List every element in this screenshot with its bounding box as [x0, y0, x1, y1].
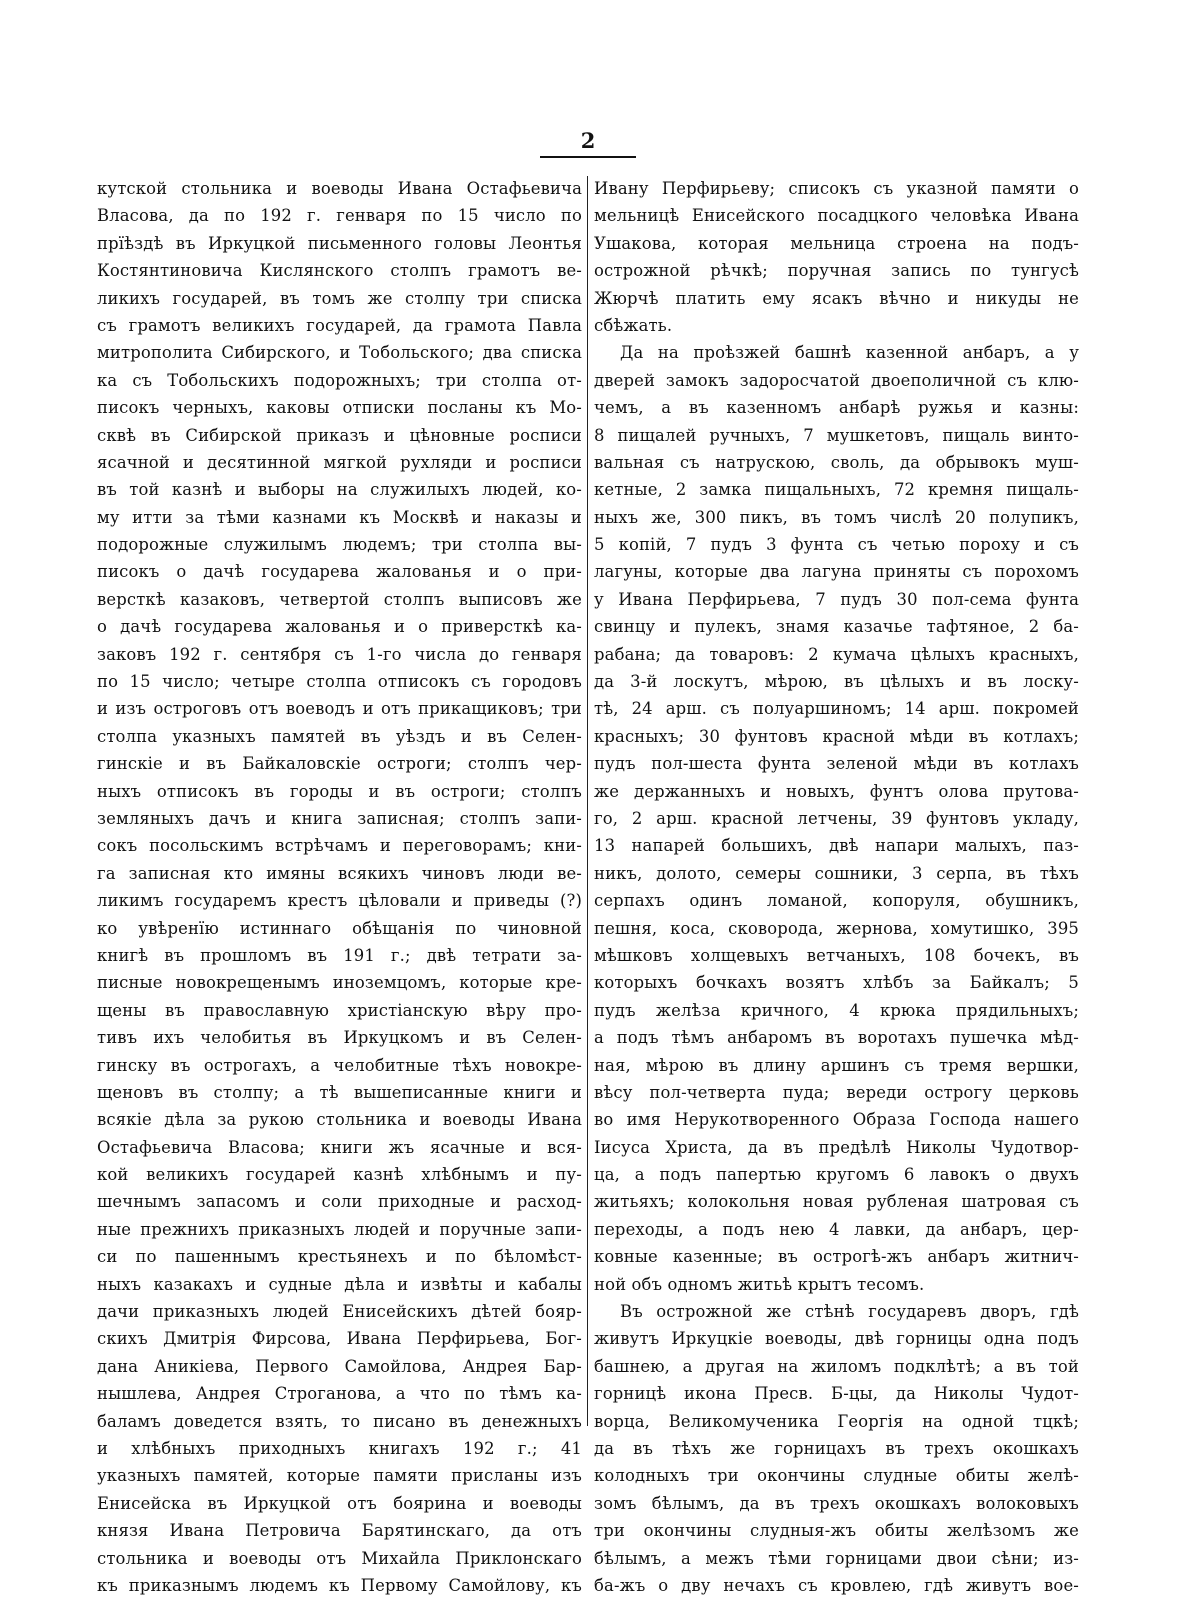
text-line: ной объ одномъ житьѣ крытъ тесомъ.: [594, 1274, 925, 1294]
text-line: ца, а подъ папертью кругомъ 6 лавокъ о двухъ: [594, 1165, 1079, 1185]
text-line: и хлѣбныхъ приходныхъ книгахъ 192 г.; 41: [97, 1438, 582, 1458]
text-line: три окончины слудныя-жъ обиты желѣзомъ же: [594, 1521, 1079, 1541]
text-line: ликихъ государей, въ томъ же столпу три списка: [97, 288, 582, 308]
text-line: ныхъ отписокъ въ городы и въ остроги; столпъ: [97, 781, 582, 801]
text-line: по 15 число; четыре столпа отписокъ съ городовъ: [97, 672, 582, 692]
text-line: шечнымъ запасомъ и соли приходные и расход-: [97, 1192, 582, 1212]
text-line: башнею, а другая на жиломъ подклѣтѣ; а въ той: [594, 1356, 1079, 1376]
text-line: же держанныхъ и новыхъ, фунтъ олова прутова-: [594, 781, 1079, 801]
text-line: Іисуса Христа, да въ предѣлѣ Николы Чудотвор-: [594, 1137, 1079, 1157]
text-line: въ той казнѣ и выборы на служилыхъ людей, ко-: [97, 480, 582, 500]
text-line: ясачной и десятинной мягкой рухляди и росписи: [97, 452, 582, 472]
text-line: мельницѣ Енисейского посадцкого человѣка Ивана: [594, 206, 1079, 226]
text-line: зомъ бѣлымъ, да въ трехъ окошкахъ волоковыхъ: [594, 1493, 1079, 1513]
text-line: дана Аникіева, Первого Самойлова, Андрея Бар-: [97, 1356, 582, 1376]
text-line: тѣ, 24 арш. съ полуаршиномъ; 14 арш. покромей: [594, 699, 1079, 719]
text-line: Енисейска въ Иркуцкой отъ боярина и воеводы: [97, 1493, 582, 1513]
text-line: Костянтиновича Кислянского столпъ грамотъ ве-: [97, 261, 582, 281]
text-line: Ивану Перфирьеву; списокъ съ указной памяти о: [594, 179, 1079, 198]
text-line: ковные казенные; въ острогѣ-жъ анбаръ житнич-: [594, 1247, 1079, 1267]
text-line: баламъ доведется взять, то писано въ денежныхъ: [97, 1411, 582, 1431]
text-line: а подъ тѣмъ анбаромъ въ воротахъ пушечка мѣд-: [594, 1028, 1079, 1048]
text-line: го, 2 арш. красной летчены, 39 фунтовъ укладу,: [594, 808, 1079, 828]
text-line: Остафьевича Власова; книги жъ ясачные и вся-: [97, 1137, 582, 1157]
text-line: сбѣжать.: [594, 315, 673, 335]
text-line: ворца, Великомученика Георгія на одной тцкѣ;: [594, 1411, 1079, 1431]
text-line: 13 напарей большихъ, двѣ напари малыхъ, паз-: [594, 836, 1079, 856]
text-line: житьяхъ; колокольня новая рубленая шатровая съ: [594, 1192, 1079, 1212]
text-line: писокъ черныхъ, каковы отписки посланы къ Мо-: [97, 398, 582, 418]
text-line: гинскіе и въ Байкаловскіе остроги; столпъ чер-: [97, 754, 582, 774]
text-line: никъ, долото, семеры сошники, 3 серпа, въ тѣхъ: [594, 863, 1079, 883]
text-line: лагуны, которые два лагуна приняты съ порохомъ: [594, 562, 1079, 582]
text-line: ная, мѣрою въ длину аршинъ съ тремя вершки,: [594, 1055, 1079, 1075]
text-line: ко увѣренїю истиннаго обѣщанія по чиновной: [97, 918, 582, 938]
text-line: си по пашеннымъ крестьянехъ и по бѣломѣст-: [97, 1247, 582, 1267]
text-line: Да на проѣзжей башнѣ казенной анбаръ, а у: [620, 343, 1079, 363]
text-line: книгѣ въ прошломъ въ 191 г.; двѣ тетрати за-: [97, 945, 582, 965]
text-line: горницѣ икона Пресв. Б-цы, да Николы Чудот-: [594, 1384, 1079, 1404]
text-line: подорожные служилымъ людемъ; три столпа вы-: [97, 535, 582, 555]
text-line: му итти за тѣми казнами къ Москвѣ и наказы и: [97, 507, 582, 527]
text-line: тивъ ихъ челобитья въ Иркуцкомъ и въ Селен-: [97, 1028, 582, 1048]
text-line: пешня, коса, сковорода, жернова, хомутишко, 395: [594, 918, 1079, 938]
column-divider: [587, 176, 588, 1426]
text-line: щеновъ въ столпу; а тѣ вышеписанные книги и: [97, 1082, 582, 1102]
text-line: ныхъ казакахъ и судные дѣла и извѣты и кабалы: [97, 1274, 582, 1294]
text-line: нышлева, Андрея Строганова, а что по тѣмъ ка-: [97, 1384, 582, 1404]
text-line: скихъ Дмитрія Фирсова, Ивана Перфирьева, Бог-: [97, 1329, 582, 1349]
text-line: Жюрчѣ платить ему ясакъ вѣчно и никуды не: [594, 288, 1079, 308]
text-line: да 3-й лоскутъ, мѣрою, въ цѣлыхъ и въ лоску-: [594, 672, 1079, 692]
text-line: переходы, а подъ нею 4 лавки, да анбаръ, цер-: [594, 1219, 1079, 1239]
page-number: 2: [580, 128, 596, 153]
page-number-rule: [540, 156, 636, 158]
text-line: пудъ пол-шеста фунта зеленой мѣди въ котлахъ: [594, 754, 1079, 774]
text-line: колодныхъ три окончины слудные обиты желѣ-: [594, 1466, 1079, 1486]
text-line: гинску въ острогахъ, а челобитные тѣхъ новокре-: [97, 1055, 582, 1075]
text-line: кетные, 2 замка пищальныхъ, 72 кремня пищаль-: [594, 480, 1079, 500]
text-line: которыхъ бочкахъ возятъ хлѣбъ за Байкалъ; 5: [594, 973, 1079, 993]
text-line: Ушакова, которая мельница строена на подъ-: [594, 233, 1079, 253]
text-line: мѣшковъ холщевыхъ ветчаныхъ, 108 бочекъ, въ: [594, 945, 1079, 965]
text-line: серпахъ одинъ ломаной, копоруля, обушникъ,: [594, 891, 1079, 911]
text-line: князя Ивана Петровича Барятинскаго, да отъ: [97, 1521, 582, 1541]
text-line: всякіе дѣла за рукою стольника и воеводы Ивана: [97, 1110, 582, 1130]
text-line: красныхъ; 30 фунтовъ красной мѣди въ котлахъ;: [594, 726, 1079, 746]
text-line: ныхъ же, 300 пикъ, въ томъ числѣ 20 полупикъ,: [594, 507, 1079, 527]
text-line: митрополита Сибирского, и Тобольского; два списка: [97, 343, 582, 363]
text-line: писные новокрещенымъ иноземцомъ, которые кре-: [97, 973, 582, 993]
text-line: во имя Нерукотворенного Образа Господа нашего: [594, 1110, 1079, 1130]
text-line: прїѣздѣ въ Иркуцкой письменного головы Леонтья: [97, 233, 582, 253]
text-line: щены въ православную христіанскую вѣру про-: [97, 1000, 582, 1020]
text-line: писокъ о дачѣ государева жалованья и о при-: [97, 562, 582, 582]
text-line: съ грамотъ великихъ государей, да грамота Павла: [97, 315, 582, 335]
text-line: земляныхъ дачъ и книга записная; столпъ запи-: [97, 808, 582, 828]
text-line: сокъ посольскимъ встрѣчамъ и переговорамъ; кни-: [97, 836, 582, 856]
text-line: живутъ Иркуцкіе воеводы, двѣ горницы одна подъ: [594, 1329, 1079, 1349]
text-line: пудъ желѣза кричного, 4 крюка прядильныхъ;: [594, 1000, 1079, 1020]
text-line: га записная кто имяны всякихъ чиновъ люди ве-: [97, 863, 582, 883]
text-line: къ приказнымъ людемъ къ Первому Самойлову, къ: [97, 1575, 582, 1595]
text-line: ка съ Тобольскихъ подорожныхъ; три столпа от-: [97, 370, 582, 390]
text-line: о дачѣ государева жалованья и о приверсткѣ ка-: [97, 617, 582, 637]
text-line: острожной рѣчкѣ; поручная запись по тунгусѣ: [594, 261, 1079, 281]
text-line: чемъ, а въ казенномъ анбарѣ ружья и казны:: [594, 398, 1079, 418]
text-line: ба-жъ о дву нечахъ съ кровлею, гдѣ живутъ вое-: [594, 1575, 1079, 1595]
text-line: рабана; да товаровъ: 2 кумача цѣлыхъ красныхъ,: [594, 644, 1079, 664]
text-line: дачи приказныхъ людей Енисейскихъ дѣтей бояр-: [97, 1302, 582, 1322]
text-line: указныхъ памятей, которые памяти присланы изъ: [97, 1466, 582, 1486]
text-line: версткѣ казаковъ, четвертой столпъ выписовъ же: [97, 589, 582, 609]
text-line: и изъ остроговъ отъ воеводъ и отъ прикащиковъ; три: [97, 699, 582, 719]
text-line: у Ивана Перфирьева, 7 пудъ 30 пол-сема фунта: [594, 589, 1079, 609]
text-line: сквѣ въ Сибирской приказъ и цѣновные росписи: [97, 425, 582, 445]
text-line: свинцу и пулекъ, знамя казачье тафтяное, 2 ба-: [594, 617, 1079, 637]
text-line: кой великихъ государей казнѣ хлѣбнымъ и пу-: [97, 1165, 582, 1185]
text-line: столпа указныхъ памятей въ уѣздъ и въ Селен-: [97, 726, 582, 746]
text-line: 5 копій, 7 пудъ 3 фунта съ четью пороху и съ: [594, 535, 1079, 555]
text-line: вальная съ натрускою, своль, да обрывокъ муш-: [594, 452, 1079, 472]
text-line: 8 пищалей ручныхъ, 7 мушкетовъ, пищаль винто-: [594, 425, 1079, 445]
text-line: ликимъ государемъ крестъ цѣловали и приведы (?): [97, 891, 582, 911]
right-text-column: [594, 175, 1079, 1599]
text-line: заковъ 192 г. сентября съ 1-го числа до генваря: [97, 644, 582, 664]
text-line: ные прежнихъ приказныхъ людей и поручные запи-: [97, 1219, 582, 1239]
text-line: кутской стольника и воеводы Ивана Остафьевича: [97, 179, 582, 198]
text-line: бѣлымъ, а межъ тѣми горницами двои сѣни; из-: [594, 1548, 1079, 1568]
text-line: вѣсу пол-четверта пуда; вереди острогу церковь: [594, 1082, 1079, 1102]
text-line: Въ острожной же стѣнѣ государевъ дворъ, гдѣ: [620, 1302, 1079, 1322]
left-text-column: [97, 175, 582, 1599]
text-line: да въ тѣхъ же горницахъ въ трехъ окошкахъ: [594, 1438, 1079, 1458]
text-line: стольника и воеводы отъ Михайла Приклонскаго: [97, 1548, 582, 1568]
text-line: дверей замокъ задоросчатой двоеполичной съ клю-: [594, 370, 1079, 390]
text-line: Власова, да по 192 г. генваря по 15 число по: [97, 206, 582, 226]
